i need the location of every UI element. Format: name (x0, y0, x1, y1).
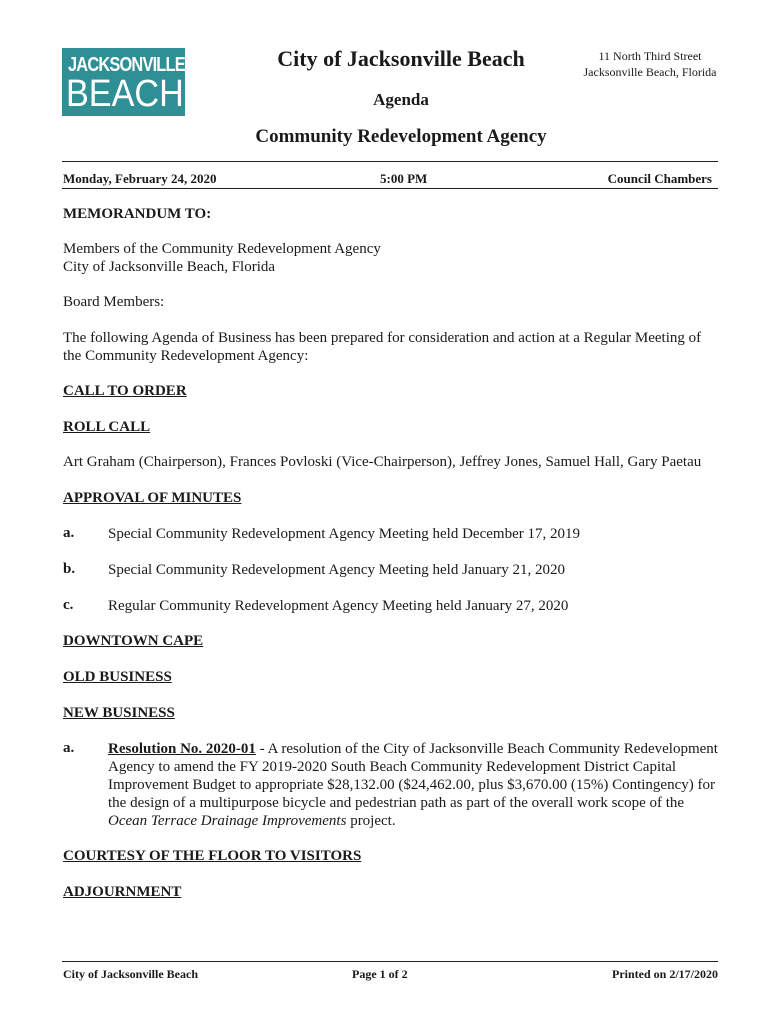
new-business-item-letter: a. (63, 740, 75, 756)
new-business-heading: NEW BUSINESS (63, 705, 175, 721)
agenda-title: Agenda (373, 90, 429, 109)
roll-call-heading: ROLL CALL (63, 419, 151, 435)
footer-rule (62, 961, 718, 962)
footer-printed-date: Printed on 2/17/2020 (611, 967, 718, 981)
call-to-order-heading: CALL TO ORDER (63, 383, 187, 399)
address-line1: 11 North Third Street (598, 49, 702, 63)
memo-to-line1: Members of the Community Redevelopment Agency (63, 241, 381, 257)
new-business-item-text (108, 740, 723, 830)
memo-heading: MEMORANDUM TO: (63, 206, 212, 222)
roll-call-members: Art Graham (Chairperson), Frances Povloski (Vice-Chairperson), Jeffrey Jones, Samuel Hall, Gary Paetau (63, 454, 702, 470)
downtown-cape-heading: DOWNTOWN CAPE (63, 633, 204, 649)
minutes-item-text: Special Community Redevelopment Agency Meeting held December 17, 2019 (108, 526, 580, 542)
meeting-time: 5:00 PM (380, 171, 428, 186)
courtesy-heading: COURTESY OF THE FLOOR TO VISITORS (63, 848, 362, 864)
project-name: Ocean Terrace Drainage Improvements (108, 813, 347, 829)
header-rule-bottom (62, 188, 718, 189)
footer-left: City of Jacksonville Beach (63, 967, 198, 981)
resolution-number: Resolution No. 2020-01 (108, 741, 256, 757)
memo-salutation: Board Members: (63, 294, 165, 310)
memo-to-line2: City of Jacksonville Beach, Florida (63, 259, 276, 275)
minutes-item-text: Regular Community Redevelopment Agency Meeting held January 27, 2020 (108, 598, 569, 614)
memo-intro: The following Agenda of Business has been prepared for consideration and action at a Regular Meeting of the Community Redevelopment Agency: (63, 330, 702, 364)
resolution-text-part1: - A resolution of the City of Jacksonville Beach Community Redevelopment Agency to amend the FY 2019-2020 South Beach Community Redevelopment District Capital Improvement Budget to appropriate $28,132.00 ($24,462.00, plus $3,670.00 (15%) Contingency) for the design of a multipurpose bicycle and pedestrian path as part of the overall work scope of the (108, 741, 718, 811)
adjournment-heading: ADJOURNMENT (63, 884, 182, 900)
address-block (570, 48, 730, 80)
agency-title: Community Redevelopment Agency (255, 126, 547, 147)
header-rule-top (62, 161, 718, 162)
minutes-item-letter: c. (63, 597, 74, 613)
address-line2: Jacksonville Beach, Florida (583, 65, 717, 79)
minutes-item-letter: b. (63, 561, 76, 577)
old-business-heading: OLD BUSINESS (63, 669, 172, 685)
minutes-item-text: Special Community Redevelopment Agency Meeting held January 21, 2020 (108, 562, 565, 578)
jacksonville-beach-logo (62, 48, 185, 116)
logo-line2: BEACH (66, 73, 184, 115)
logo-line1: JACKSONVILLE (68, 54, 185, 76)
city-title: City of Jacksonville Beach (277, 46, 525, 71)
footer-page-number: Page 1 of 2 (352, 967, 408, 981)
resolution-text-part2: project. (346, 813, 396, 829)
minutes-item-letter: a. (63, 525, 75, 541)
meeting-location: Council Chambers (607, 171, 712, 186)
approval-of-minutes-heading: APPROVAL OF MINUTES (63, 490, 242, 506)
meeting-date: Monday, February 24, 2020 (63, 171, 217, 186)
